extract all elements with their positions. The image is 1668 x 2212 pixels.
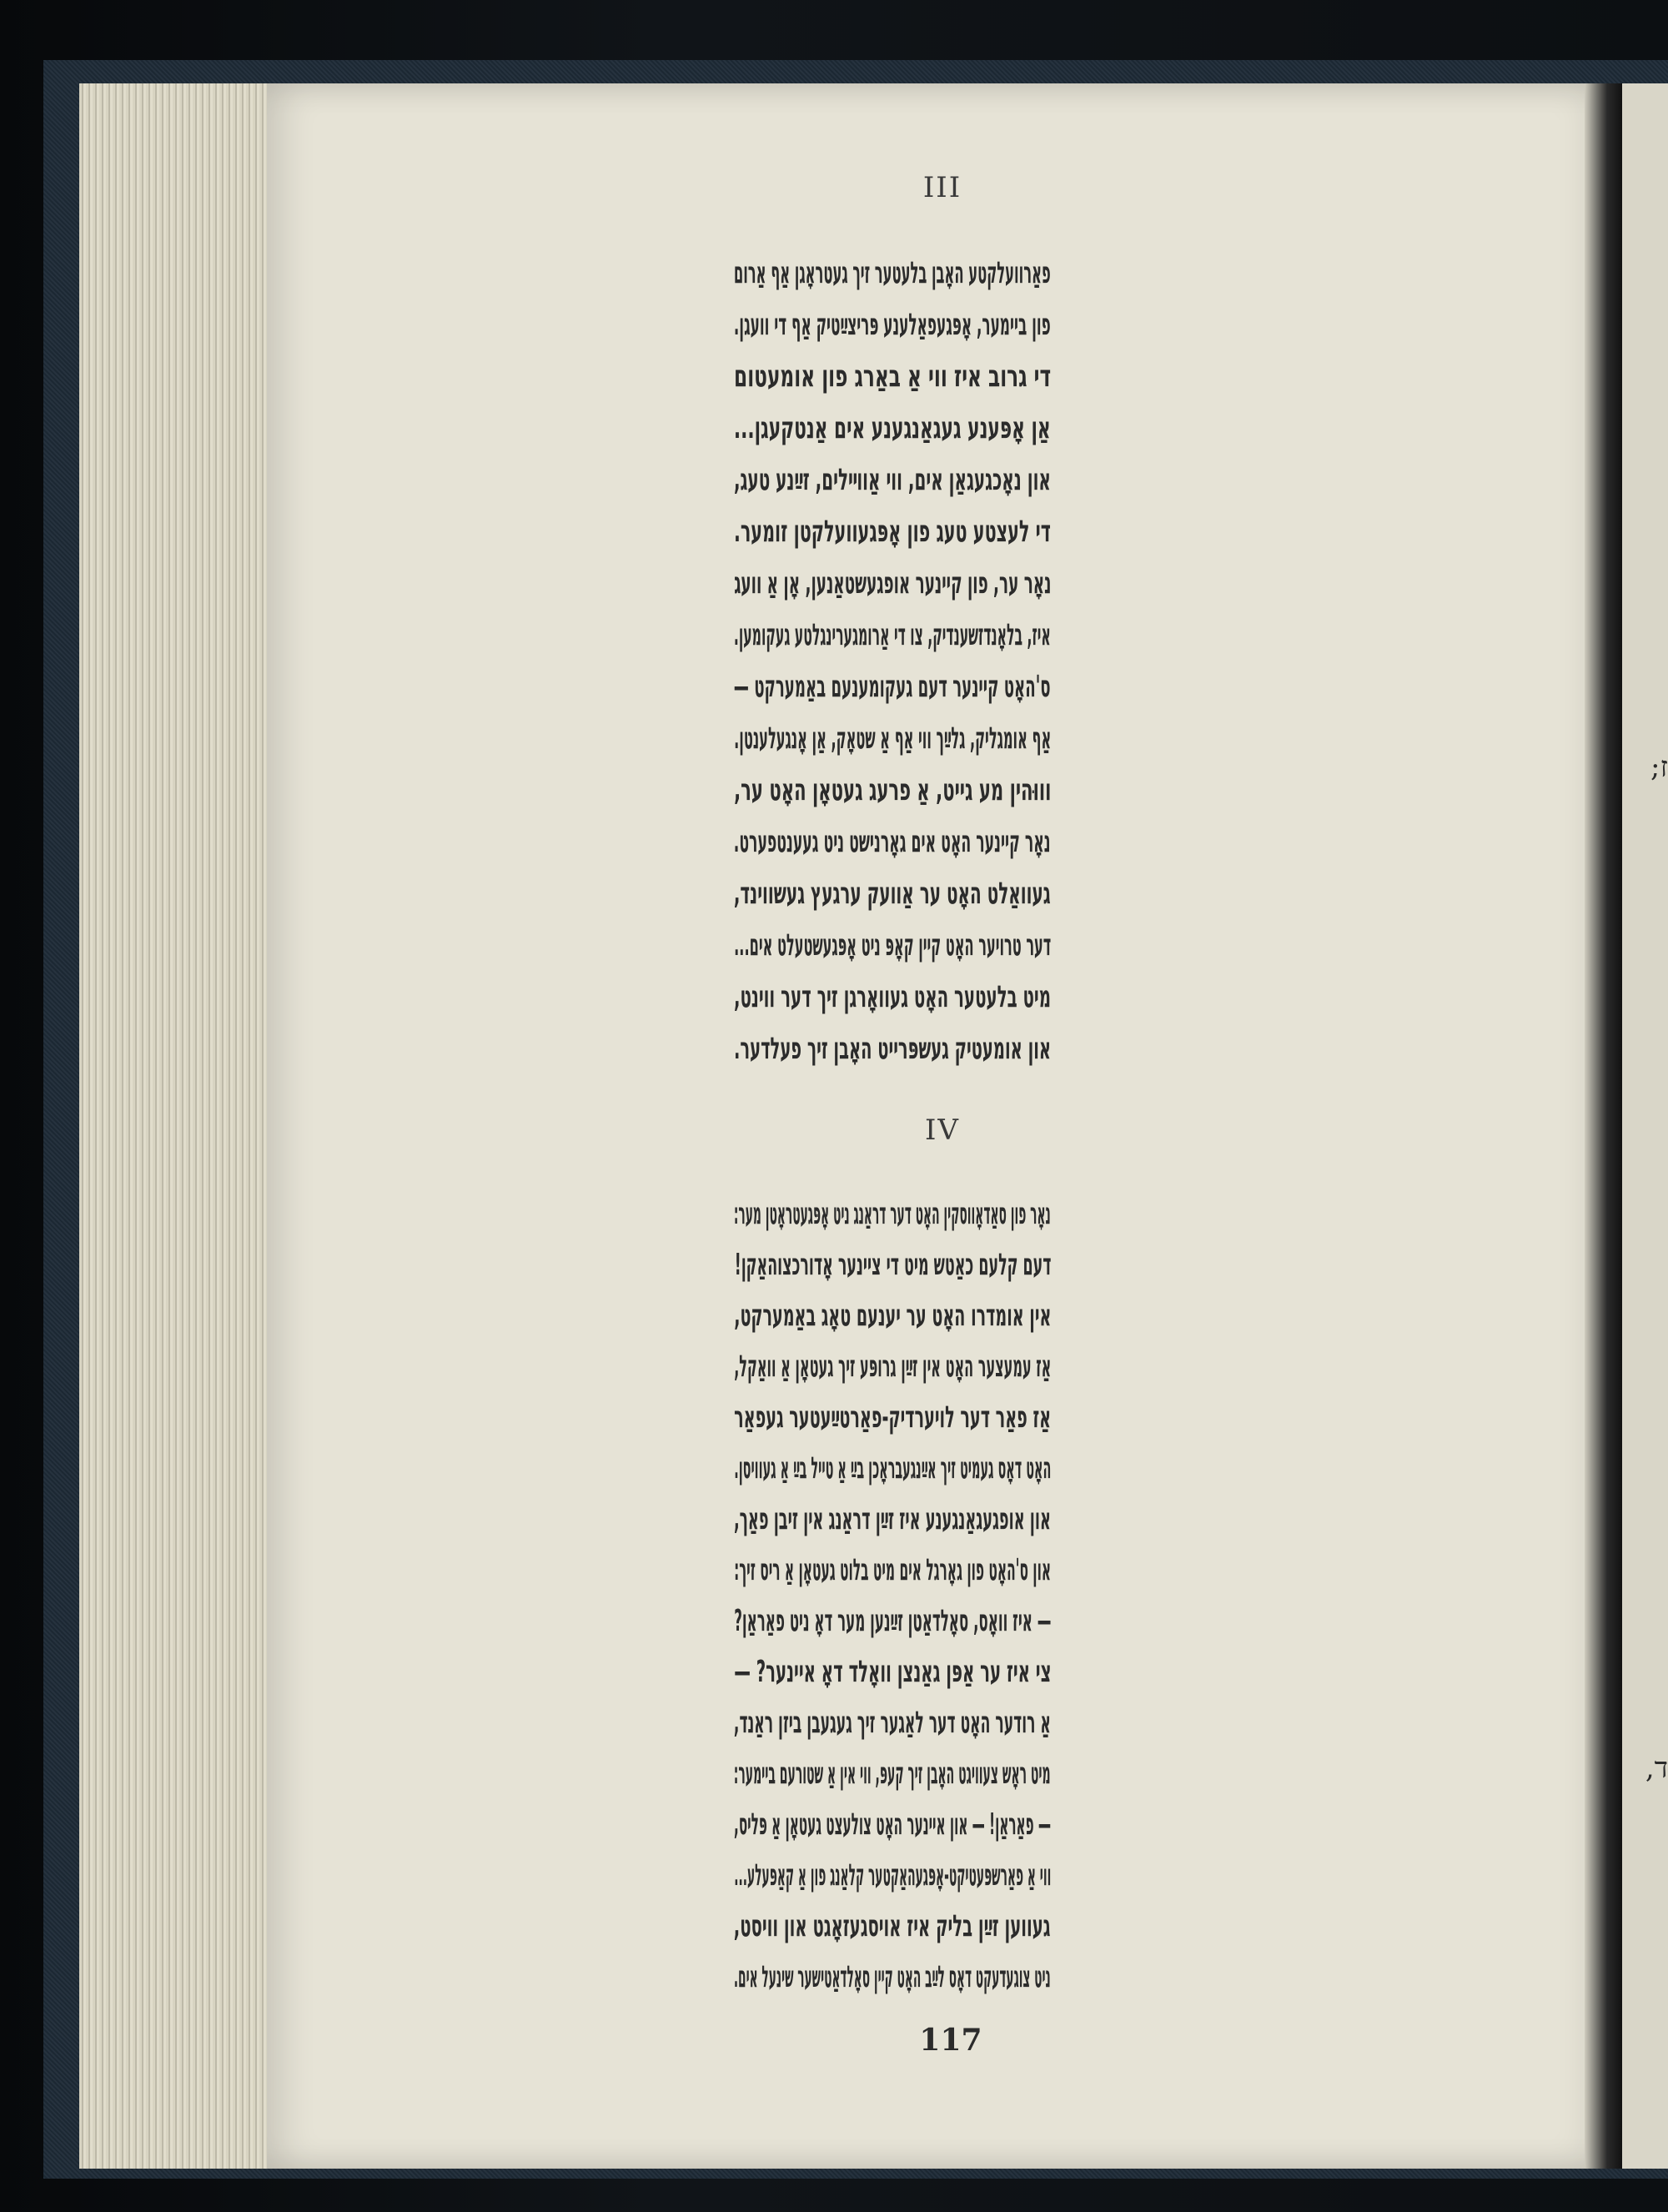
poem-line: נאָר קיינער האָט אים גאָרנישט ניט געענטפערט. <box>734 825 1051 859</box>
poem-line: מיט בלעטער האָט געוואָרגן זיך דער ווינט, <box>734 980 1051 1014</box>
next-page-fragment: ;ז <box>1650 751 1668 784</box>
section-heading-iv: IV <box>925 1114 960 1147</box>
poem-line: ווי אַ פאַרשפּעטיקט-אָפּגעהאַקטער קלאַנג פון אַ קאַפּעלע... <box>733 1858 1051 1893</box>
poem-line: דעם קלעם כאַטש מיט די ציינער אָדורכצוהאַקן! <box>734 1248 1051 1282</box>
poem-line: דער טרויער האָט קיין קאָפּ ניט אָפּגעשטעלט אים... <box>733 928 1051 963</box>
poem-line: אַז עמעצער האָט אין זײַן גרופּע זיך געטאָן אַ וואַקל, <box>733 1350 1051 1384</box>
next-page-edge <box>1622 83 1668 2169</box>
poem-line: אַף אומגליק, גלײַך ווי אַף אַ שטאָק, אַן אָנגעלענטן. <box>733 721 1051 756</box>
poem-line: ס'האָט קיינער דעם געקומענעם באַמערקט — <box>734 670 1051 704</box>
poem-line: און אומעטיק געשפּרייט האָבן זיך פעלדער. <box>733 1032 1051 1066</box>
poem-line: אין אומדרו האָט ער יענעם טאָג באַמערקט, <box>733 1299 1051 1333</box>
poem-line: געוואַלט האָט ער אַוועק ערגעץ געשווינד, <box>734 877 1051 911</box>
poem-line: מיט ראָש צעוויגט האָבן זיך קעפּ, ווי אין אַ שטורעם ביימער: <box>734 1757 1051 1791</box>
page-edges <box>79 83 288 2169</box>
poem-line: די גרוב איז ווי אַ באַרג פון אומעטום <box>733 359 1051 394</box>
poem-line: האָט דאָס געמיט זיך אײַנגעבראָכן בײַ אַ טייל בײַ אַ געוויסן. <box>733 1451 1051 1486</box>
poem-line: אַן אָפּענע געגאַנגענע אים אַנטקעגן... <box>734 411 1051 445</box>
poem-line: און נאָכגעגאַן אים, ווי אַווײלים, זײַנע טעג, <box>734 463 1051 497</box>
poem-line: נאָר פון סאַדאָווסקין האָט דער דראַנג ניט אָפּגעטראָטן מער: <box>734 1197 1051 1231</box>
poem-line: איז, בלאָנדזשענדיק, צו די אַרומגערינגלטע געקומען. <box>734 618 1051 652</box>
poem-line: צי איז ער אַפּן גאַנצן וואָלד דאָ איינער? — <box>733 1655 1051 1689</box>
page-number: 117 <box>919 2023 982 2058</box>
book-gutter <box>1585 83 1622 2169</box>
poem-line: פון ביימער, אָפּגעפאַלענע פּריצײַטיק אַף די וועגן. <box>734 308 1051 342</box>
poem-line: נאָר ער, פון קיינער אופגעשטאַנען, אָן אַ וועג <box>733 566 1051 601</box>
poem-line: פאַרוועלקטע האָבן בלעטער זיך געטראָגן אַף אַרום <box>734 256 1051 290</box>
next-page-fragment: ,ד <box>1645 1752 1668 1785</box>
poem-line: אַז פאַר דער לויערדיק-פאַרטײַעטער געפאַר <box>733 1400 1051 1435</box>
poem-line: און אופגעגאַנגענע איז זײַן דראַנג אין זיבן פאַך, <box>734 1502 1051 1536</box>
poem-line: ניט צוגעדעקט דאָס לײַב האָט קיין סאָלדאַטישער שינעל אים. <box>734 1960 1051 1994</box>
section-heading-iii: III <box>922 171 962 204</box>
poem-line: — איז וואָס, סאָלדאַטן זײַנען מער דאָ ניט פאַראַן? <box>733 1604 1051 1638</box>
poem-line: וווּהין מע גייט, אַ פרעג געטאָן האָט ער, <box>733 773 1051 807</box>
poem-line: — פאַראַן! — און איינער האָט צולעצט געטאָן אַ פּליס, <box>733 1807 1051 1842</box>
poem-line: געווען זײַן בליק איז אויסגעזאָגט און וויסט, <box>734 1909 1051 1943</box>
poem-line: אַ רודער האָט דער לאַגער זיך געגעבן ביזן ראַנד, <box>734 1706 1051 1740</box>
poem-line: די לעצטע טעג פון אָפּגעוועלקטן זומער. <box>734 515 1051 549</box>
poem-line: און ס'האָט פון גאָרגל אים מיט בלוט געטאָן אַ ריס זיך: <box>733 1553 1051 1587</box>
